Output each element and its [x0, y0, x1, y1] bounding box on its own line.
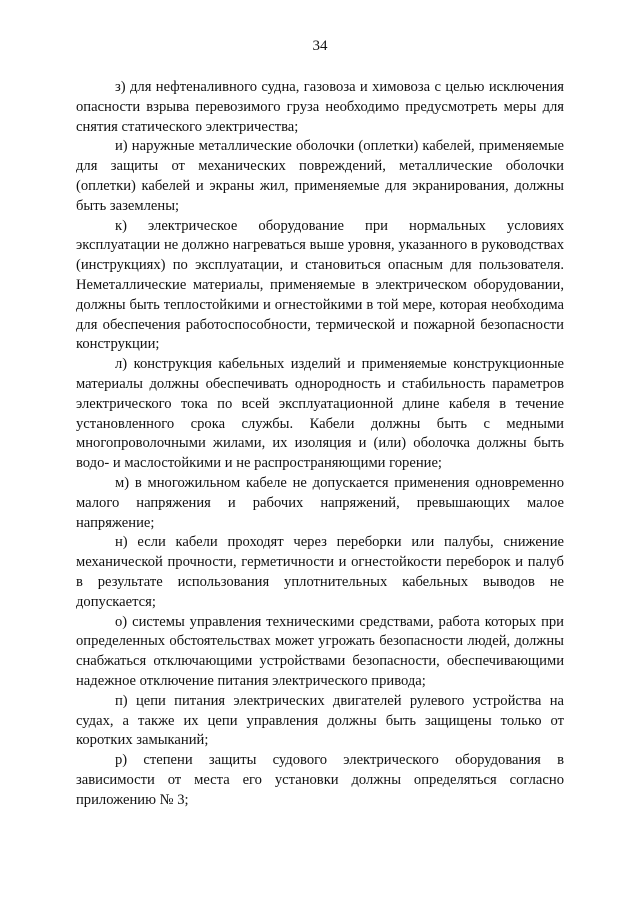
paragraph-o: о) системы управления техническими средствами, работа которых при определенных обстоятельствах может угрожать безопасности людей, должны снабжаться отключающими устройствами безопасности, обеспечивающими надежное отключение питания электрического привода; [76, 613, 564, 689]
paragraph-i: и) наружные металлические оболочки (оплетки) кабелей, применяемые для защиты от механических повреждений, металлические оболочки (оплетки) кабелей и экраны жил, применяемые для экранирования, должны быть заземлены; [76, 138, 564, 214]
page-body [76, 78, 564, 810]
paragraph-n: н) если кабели проходят через переборки или палубы, снижение механической прочности, герметичности и огнестойкости переборок и палуб в результате использования уплотнительных кабельных выводов не допускается; [76, 534, 564, 610]
paragraph-r: р) степени защиты судового электрического оборудования в зависимости от места его установки должны определяться согласно приложению № 3; [76, 752, 564, 808]
paragraph-m: м) в многожильном кабеле не допускается применения одновременно малого напряжения и рабочих напряжений, превышающих малое напряжение; [76, 474, 564, 531]
page-number: 34 [312, 38, 328, 54]
paragraph-l: л) конструкция кабельных изделий и применяемые конструкционные материалы должны обеспечивать однородность и стабильность параметров электрического тока по всей эксплуатационной длине кабеля в течение установленного срока службы. Кабели должны быть с медными многопроволочными жилами, их изоляция и (или) оболочка должны быть водо- и маслостойкими и не распространяющими горение; [76, 356, 564, 472]
paragraph-p: п) цепи питания электрических двигателей рулевого устройства на судах, а также их цепи управления должны быть защищены только от коротких замыканий; [76, 692, 564, 749]
paragraph-z: з) для нефтеналивного судна, газовоза и химовоза с целью исключения опасности взрыва перевозимого груза необходимо предусмотреть меры для снятия статического электричества; [76, 79, 564, 135]
paragraph-k: к) электрическое оборудование при нормальных условиях эксплуатации не должно нагреваться выше уровня, указанного в руководствах (инструкциях) по эксплуатации, и становиться опасным для пользователя. Неметаллические материалы, применяемые в электрическом оборудовании, должны быть теплостойкими и огнестойкими в той мере, которая необходима для обеспечения работоспособности, термической и пожарной безопасности конструкции; [76, 217, 564, 353]
